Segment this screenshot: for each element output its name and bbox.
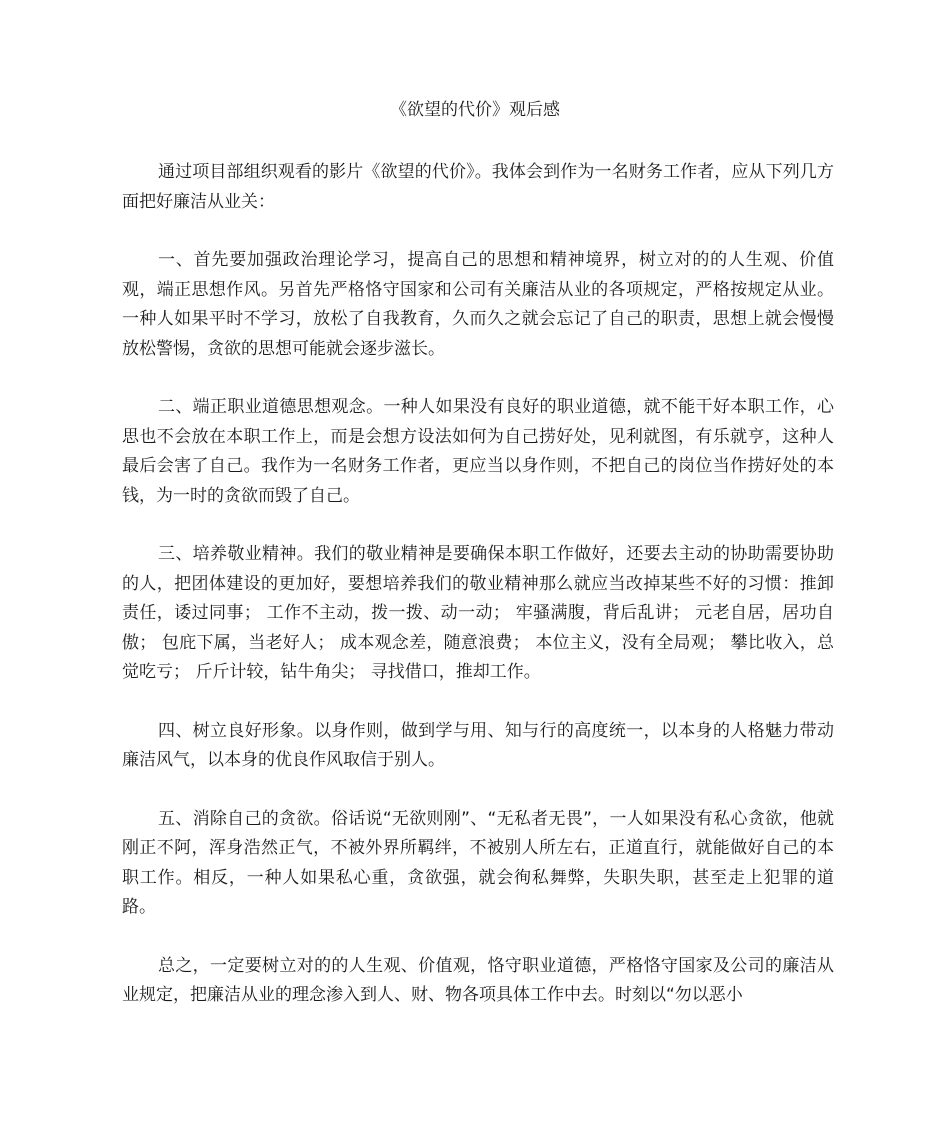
paragraph-point-4: 四、树立良好形象。以身作则，做到学与用、知与行的高度统一，以本身的人格魅力带动廉洁风气，以本身的优良作风取信于别人。 — [122, 720, 834, 770]
document-body — [122, 158, 834, 1040]
paragraph-point-1: 一、首先要加强政治理论学习，提高自己的思想和精神境界，树立对的的人生观、价值观，端正思想作风。另首先严格恪守国家和公司有关廉洁从业的各项规定，严格按规定从业。一种人如果平时不学习，放松了自我教育，久而久之就会忘记了自己的职责，思想上就会慢慢放松警惕，贪欲的思想可能就会逐步滋长。 — [122, 250, 834, 359]
document-title: 《欲望的代价》观后感 — [390, 100, 560, 120]
paragraph-intro: 通过项目部组织观看的影片《欲望的代价》。我体会到作为一名财务工作者，应从下列几方面把好廉洁从业关： — [122, 162, 834, 212]
paragraph-point-2: 二、端正职业道德思想观念。一种人如果没有良好的职业道德，就不能干好本职工作，心思也不会放在本职工作上，而是会想方设法如何为自己捞好处，见利就图，有乐就亨，这种人最后会害了自己。我作为一名财务工作者，更应当以身作则，不把自己的岗位当作捞好处的本钱，为一时的贪欲而毁了自己。 — [122, 397, 834, 506]
paragraph-conclusion: 总之，一定要树立对的的人生观、价值观，恪守职业道德，严格恪守国家及公司的廉洁从业规定，把廉洁从业的理念渗入到人、财、物各项具体工作中去。时刻以“勿以恶小 — [122, 955, 834, 1005]
paragraph-point-3: 三、培养敬业精神。我们的敬业精神是要确保本职工作做好，还要去主动的协助需要协助的人，把团体建设的更加好，要想培养我们的敬业精神那么就应当改掉某些不好的习惯：推卸责任，诿过同事； 工作不主动，拨一拨、动一动； 牢骚满腹，背后乱讲； 元老自居，居功自傲； 包庇下属，当老好人； 成本观念差，随意浪费； 本位主义，没有全局观； 攀比收入，总觉吃亏； 斤斤计较，钻牛角尖； 寻找借口，推却工作。 — [122, 544, 834, 682]
paragraph-point-5: 五、消除自己的贪欲。俗话说“无欲则刚”、“无私者无畏”，一人如果没有私心贪欲，他就刚正不阿，浑身浩然正气，不被外界所羁绊，不被别人所左右，正道直行，就能做好自己的本职工作。相反，一种人如果私心重，贪欲强，就会徇私舞弊，失职失职，甚至走上犯罪的道路。 — [122, 808, 834, 917]
